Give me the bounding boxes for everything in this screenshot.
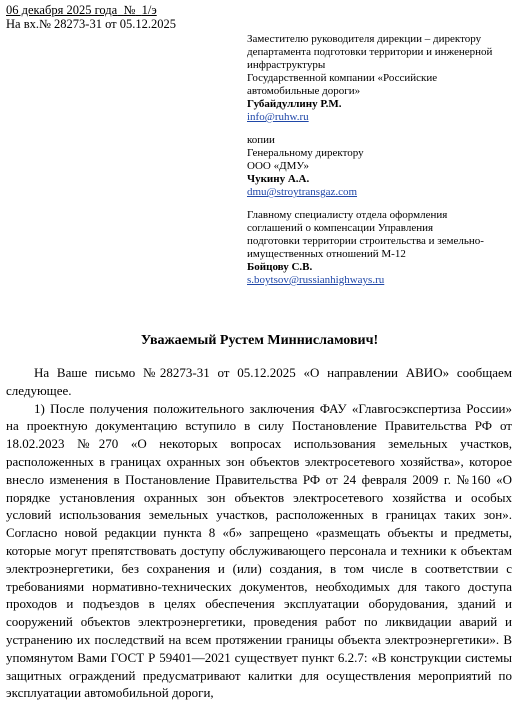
recipient-line: ООО «ДМУ»: [247, 160, 309, 172]
greeting: Уважаемый Рустем Миннисламович!: [140, 333, 379, 348]
letter-date: 06 декабря 2025 года: [6, 3, 118, 17]
recipient-email-link[interactable]: info@ruhw.ru: [247, 111, 309, 123]
recipient-line: департамента подготовки территории и инженерной: [247, 46, 493, 58]
recipient-name: Губайдуллину Р.М.: [247, 98, 342, 110]
reference-line-1: [6, 3, 176, 17]
body-paragraph: На Ваше письмо №28273-31 от 05.12.2025 «О направлении АВИО» сообщаем следующее.: [6, 365, 512, 398]
recipient-line: инфраструктуры: [247, 59, 326, 71]
recipient-line: подготовки территории строительства и земельно-: [247, 235, 484, 247]
reference-line-2: На вх.№ 28273-31 от 05.12.2025: [6, 17, 176, 31]
body-paragraph: 1) После получения положительного заключения ФАУ «Главгосэкспертиза России» на проектную документацию вступило в силу Постановление Правительства РФ от 18.02.2023 №270 «О некоторых вопросах использования земельных участков, расположенных в границах охранных зон объектов электросетевого хозяйства», которое внесло изменения в Постановление Правительства РФ от 24 февраля 2009 г. №160 «О порядке установления охранных зон объектов электросетевого хозяйства и особых условий использования земельных участков, расположенных в границах таких зон». Согласно новой редакции пункта 8 «б» запрещено «размещать объекты и предметы, которые могут препятствовать доступу обслуживающего персонала и техники к объектам электроэнергетики, без сохранения и (или) создания, в том числе в соответствии с требованиями нормативно-технических документов, необходимых для такого доступа проходов и подъездов в целях обеспечения эксплуатации оборудования, зданий и сооружений объектов электроэнергетики, проведения работ по ликвидации аварий и устранению их последствий на всем протяжении границы объекта электроэнергетики». В упомянутом Вами ГОСТ Р 59401—2021 существует пункт 6.2.7: «В конструкции системы защитных ограждений предусматривают калитки для осуществления мероприятий по эксплуатации автомобильной дороги,: [6, 400, 512, 701]
outgoing-reference: [6, 3, 176, 31]
recipient-line: имущественных отношений М-12: [247, 248, 406, 260]
recipient: [247, 209, 517, 287]
letter-number-label: №: [123, 3, 136, 17]
recipient-line: автомобильные дороги»: [247, 85, 361, 97]
recipient-name: Бойцову С.В.: [247, 261, 313, 273]
recipient: [247, 33, 517, 124]
recipient-name: Чукину А.А.: [247, 173, 310, 185]
recipient-email-link[interactable]: s.boytsov@russianhighways.ru: [247, 274, 385, 286]
recipient-line: Главному специалисту отдела оформления: [247, 209, 448, 221]
recipient-email-link[interactable]: dmu@stroytransgaz.com: [247, 186, 358, 198]
recipient-line: копии: [247, 134, 275, 146]
recipient-line: соглашений о компенсации Управления: [247, 222, 434, 234]
letter-body: [6, 364, 512, 702]
recipient-line: Заместителю руководителя дирекции – директору: [247, 33, 482, 45]
recipients-block: [247, 33, 517, 297]
recipient-line: Государственной компании «Российские: [247, 72, 438, 84]
letter-number: 1/э: [141, 3, 157, 17]
recipient-line: Генеральному директору: [247, 147, 364, 159]
recipient: [247, 134, 517, 199]
